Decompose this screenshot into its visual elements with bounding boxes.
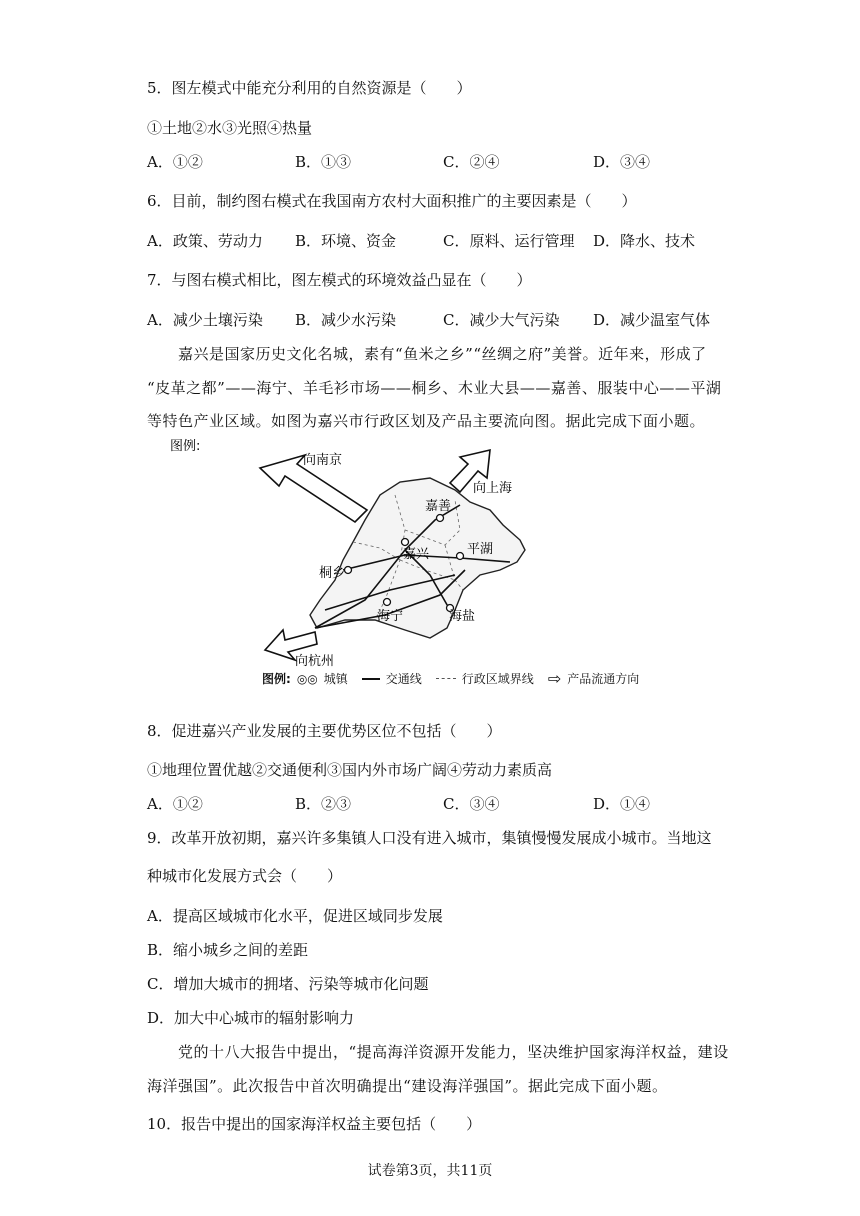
question-5-option-b: B．①③ [295,153,352,171]
page-footer: 试卷第3页，共11页 [367,1163,493,1179]
passage-ocean-line-2: 海洋强国”。此次报告中首次明确提出“建设海洋强国”。据此完成下面小题。 [147,1077,668,1095]
arrow-label-hangzhou: 向杭州 [295,654,335,669]
question-8-option-b: B．②③ [295,795,352,813]
town-label-haining: 海宁 [377,609,404,624]
question-7-option-a: A．减少土壤污染 [147,311,263,329]
question-8-stem: 8．促进嘉兴产业发展的主要优势区位不包括（ ） [147,722,502,740]
passage-jiaxing-line-1: 嘉兴是国家历史文化名城，素有“鱼米之乡”“丝绸之府”美誉。近年来，形成了 [147,345,707,363]
question-9-option-a: A．提高区域城市化水平，促进区域同步发展 [147,907,443,925]
question-6-option-b: B．环境、资金 [295,232,397,250]
legend-traffic-label: 交通线 [385,672,422,686]
legend-prefix-label: 图例: [262,672,291,686]
map-legend [170,439,200,454]
question-6-option-d: D．降水、技术 [593,232,696,250]
legend-boundary-label: 行政区域界线 [461,672,534,686]
question-9-option-d: D．加大中心城市的辐射影响力 [147,1009,355,1027]
question-7-stem: 7．与图右模式相比，图左模式的环境效益凸显在（ ） [147,271,532,289]
town-label-jiaxing: 嘉兴 [403,547,430,562]
question-6-stem: 6．目前，制约图右模式在我国南方农村大面积推广的主要因素是（ ） [147,192,637,210]
question-5-stem: 5．图左模式中能充分利用的自然资源是（ ） [147,79,472,97]
question-9-option-c: C．增加大城市的拥堵、污染等城市化问题 [147,975,429,993]
question-9-stem-line-1: 9．改革开放初期，嘉兴许多集镇人口没有进入城市，集镇慢慢发展成小城市。当地这 [147,829,712,847]
question-9-option-b: B．缩小城乡之间的差距 [147,941,309,959]
question-5-statements: ①土地②水③光照④热量 [147,119,313,137]
legend-flow-label: 产品流通方向 [567,672,640,686]
town-label-tongxiang: 桐乡 [319,566,346,581]
town-label-jiashan: 嘉善 [425,499,452,514]
arrow-label-nanjing: 向南京 [303,453,343,468]
question-8-option-a: A．①② [147,795,203,813]
question-6-option-c: C．原料、运行管理 [443,232,575,250]
legend-town-label: 城镇 [323,672,348,686]
map-legend-row [262,669,639,688]
jiaxing-map-figure [170,439,615,695]
passage-jiaxing-line-2: “皮革之都”——海宁、羊毛衫市场——桐乡、木业大县——嘉善、服装中心——平湖 [147,379,722,397]
legend-flow-icon: ⇨ [547,669,562,688]
question-9-stem-line-2: 种城市化发展方式会（ ） [147,867,343,885]
town-label-haiyan: 海盐 [449,609,476,624]
question-7-option-c: C．减少大气污染 [443,311,560,329]
question-8-option-d: D．①④ [593,795,651,813]
question-7-option-d: D．减少温室气体 [593,311,711,329]
legend-traffic-icon [362,678,380,680]
legend-boundary-icon [436,678,456,679]
passage-ocean-line-1: 党的十八大报告中提出，“提高海洋资源开发能力，坚决维护国家海洋权益，建设 [147,1043,729,1061]
question-5-option-a: A．①② [147,153,203,171]
legend-prefix: 图例: [170,439,201,454]
question-10-stem: 10．报告中提出的国家海洋权益主要包括（ ） [147,1115,482,1133]
question-5-option-c: C．②④ [443,153,500,171]
question-8-option-c: C．③④ [443,795,500,813]
arrow-label-shanghai: 向上海 [473,481,513,496]
question-8-statements: ①地理位置优越②交通便利③国内外市场广阔④劳动力素质高 [147,761,553,779]
legend-town-icon: ◎◎ [296,671,318,686]
passage-jiaxing-line-3: 等特色产业区域。如图为嘉兴市行政区划及产品主要流向图。据此完成下面小题。 [147,412,706,430]
question-7-option-b: B．减少水污染 [295,311,397,329]
question-6-option-a: A．政策、劳动力 [147,232,263,250]
question-5-option-d: D．③④ [593,153,651,171]
town-label-pinghu: 平湖 [467,542,494,557]
